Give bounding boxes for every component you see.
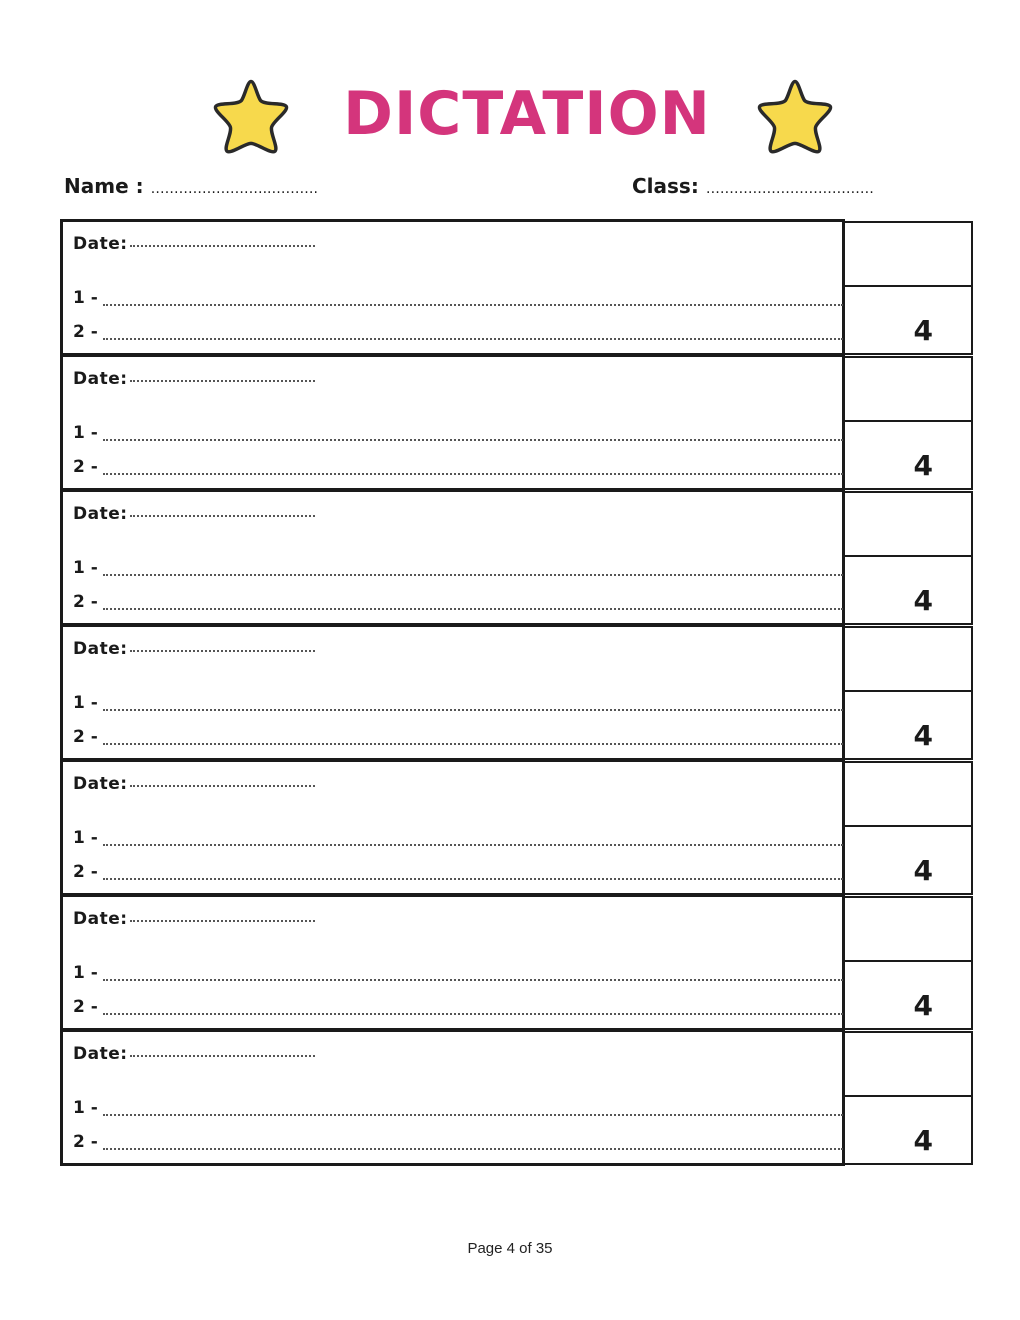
entry-box bbox=[60, 759, 845, 896]
score-total-box bbox=[843, 1095, 973, 1165]
entry-box bbox=[60, 219, 845, 356]
answer-line-2[interactable] bbox=[73, 1132, 843, 1152]
answer-line-2[interactable] bbox=[73, 322, 843, 342]
date-label: Date: bbox=[73, 234, 128, 254]
line-number: 1 - bbox=[73, 1098, 98, 1118]
page-title: DICTATION bbox=[343, 79, 711, 149]
date-field[interactable] bbox=[73, 504, 315, 524]
answer-line-1[interactable] bbox=[73, 423, 843, 443]
answer-line-1[interactable] bbox=[73, 963, 843, 983]
score-earned-box[interactable] bbox=[843, 626, 973, 692]
answer-line-2[interactable] bbox=[73, 862, 843, 882]
date-dots bbox=[130, 649, 315, 652]
name-dots: ……………………..………. bbox=[150, 181, 318, 197]
entry-box bbox=[60, 489, 845, 626]
score-total: 4 bbox=[913, 1124, 933, 1157]
line-number: 1 - bbox=[73, 693, 98, 713]
dotted-line bbox=[103, 878, 843, 880]
line-number: 2 - bbox=[73, 862, 98, 882]
line-number: 1 - bbox=[73, 423, 98, 443]
date-field[interactable] bbox=[73, 909, 315, 929]
date-field[interactable] bbox=[73, 774, 315, 794]
dotted-line bbox=[103, 574, 843, 576]
score-earned-box[interactable] bbox=[843, 356, 973, 422]
date-label: Date: bbox=[73, 774, 128, 794]
score-total: 4 bbox=[913, 449, 933, 482]
date-dots bbox=[130, 919, 315, 922]
star-icon bbox=[752, 76, 838, 154]
score-earned-box[interactable] bbox=[843, 491, 973, 557]
score-total-box bbox=[843, 420, 973, 490]
dotted-line bbox=[103, 709, 843, 711]
page-number: Page 4 of 35 bbox=[467, 1240, 553, 1257]
date-label: Date: bbox=[73, 1044, 128, 1064]
dotted-line bbox=[103, 1013, 843, 1015]
date-dots bbox=[130, 784, 315, 787]
dotted-line bbox=[103, 304, 843, 306]
line-number: 2 - bbox=[73, 727, 98, 747]
line-number: 1 - bbox=[73, 288, 98, 308]
dictation-entry bbox=[60, 354, 972, 489]
entry-box bbox=[60, 1029, 845, 1166]
answer-line-2[interactable] bbox=[73, 457, 843, 477]
date-dots bbox=[130, 244, 315, 247]
score-total-box bbox=[843, 285, 973, 355]
score-total: 4 bbox=[913, 854, 933, 887]
date-field[interactable] bbox=[73, 234, 315, 254]
header bbox=[0, 72, 1020, 162]
dotted-line bbox=[103, 1114, 843, 1116]
dotted-line bbox=[103, 743, 843, 745]
line-number: 2 - bbox=[73, 1132, 98, 1152]
answer-line-1[interactable] bbox=[73, 1098, 843, 1118]
answer-line-1[interactable] bbox=[73, 558, 843, 578]
name-field[interactable] bbox=[64, 168, 318, 204]
dictation-entry bbox=[60, 894, 972, 1029]
dictation-entry bbox=[60, 759, 972, 894]
date-label: Date: bbox=[73, 369, 128, 389]
answer-line-1[interactable] bbox=[73, 693, 843, 713]
date-field[interactable] bbox=[73, 369, 315, 389]
dictation-sheet bbox=[60, 219, 972, 1165]
name-label: Name : bbox=[64, 174, 144, 198]
dictation-entry bbox=[60, 219, 972, 354]
score-total: 4 bbox=[913, 719, 933, 752]
score-earned-box[interactable] bbox=[843, 1031, 973, 1097]
entry-box bbox=[60, 624, 845, 761]
date-dots bbox=[130, 514, 315, 517]
dotted-line bbox=[103, 439, 843, 441]
dotted-line bbox=[103, 844, 843, 846]
dotted-line bbox=[103, 979, 843, 981]
line-number: 2 - bbox=[73, 457, 98, 477]
class-label: Class: bbox=[632, 174, 699, 198]
line-number: 1 - bbox=[73, 828, 98, 848]
date-dots bbox=[130, 1054, 315, 1057]
date-label: Date: bbox=[73, 909, 128, 929]
dictation-entry bbox=[60, 489, 972, 624]
date-label: Date: bbox=[73, 504, 128, 524]
score-total: 4 bbox=[913, 989, 933, 1022]
score-earned-box[interactable] bbox=[843, 761, 973, 827]
score-total-box bbox=[843, 690, 973, 760]
score-total-box bbox=[843, 825, 973, 895]
line-number: 2 - bbox=[73, 322, 98, 342]
answer-line-1[interactable] bbox=[73, 288, 843, 308]
class-dots: ……………………………… bbox=[705, 181, 874, 197]
dotted-line bbox=[103, 338, 843, 340]
class-field[interactable] bbox=[632, 168, 874, 204]
star-icon bbox=[208, 76, 294, 154]
line-number: 1 - bbox=[73, 963, 98, 983]
dotted-line bbox=[103, 473, 843, 475]
dictation-entry bbox=[60, 624, 972, 759]
score-total-box bbox=[843, 555, 973, 625]
line-number: 1 - bbox=[73, 558, 98, 578]
line-number: 2 - bbox=[73, 592, 98, 612]
dotted-line bbox=[103, 1148, 843, 1150]
date-field[interactable] bbox=[73, 1044, 315, 1064]
entry-box bbox=[60, 354, 845, 491]
entry-box bbox=[60, 894, 845, 1031]
score-total: 4 bbox=[913, 584, 933, 617]
date-field[interactable] bbox=[73, 639, 315, 659]
score-total-box bbox=[843, 960, 973, 1030]
score-earned-box[interactable] bbox=[843, 221, 973, 287]
answer-line-2[interactable] bbox=[73, 592, 843, 612]
dictation-entry bbox=[60, 1029, 972, 1164]
score-earned-box[interactable] bbox=[843, 896, 973, 962]
answer-line-2[interactable] bbox=[73, 727, 843, 747]
answer-line-2[interactable] bbox=[73, 997, 843, 1017]
dotted-line bbox=[103, 608, 843, 610]
answer-line-1[interactable] bbox=[73, 828, 843, 848]
date-dots bbox=[130, 379, 315, 382]
date-label: Date: bbox=[73, 639, 128, 659]
line-number: 2 - bbox=[73, 997, 98, 1017]
score-total: 4 bbox=[913, 314, 933, 347]
